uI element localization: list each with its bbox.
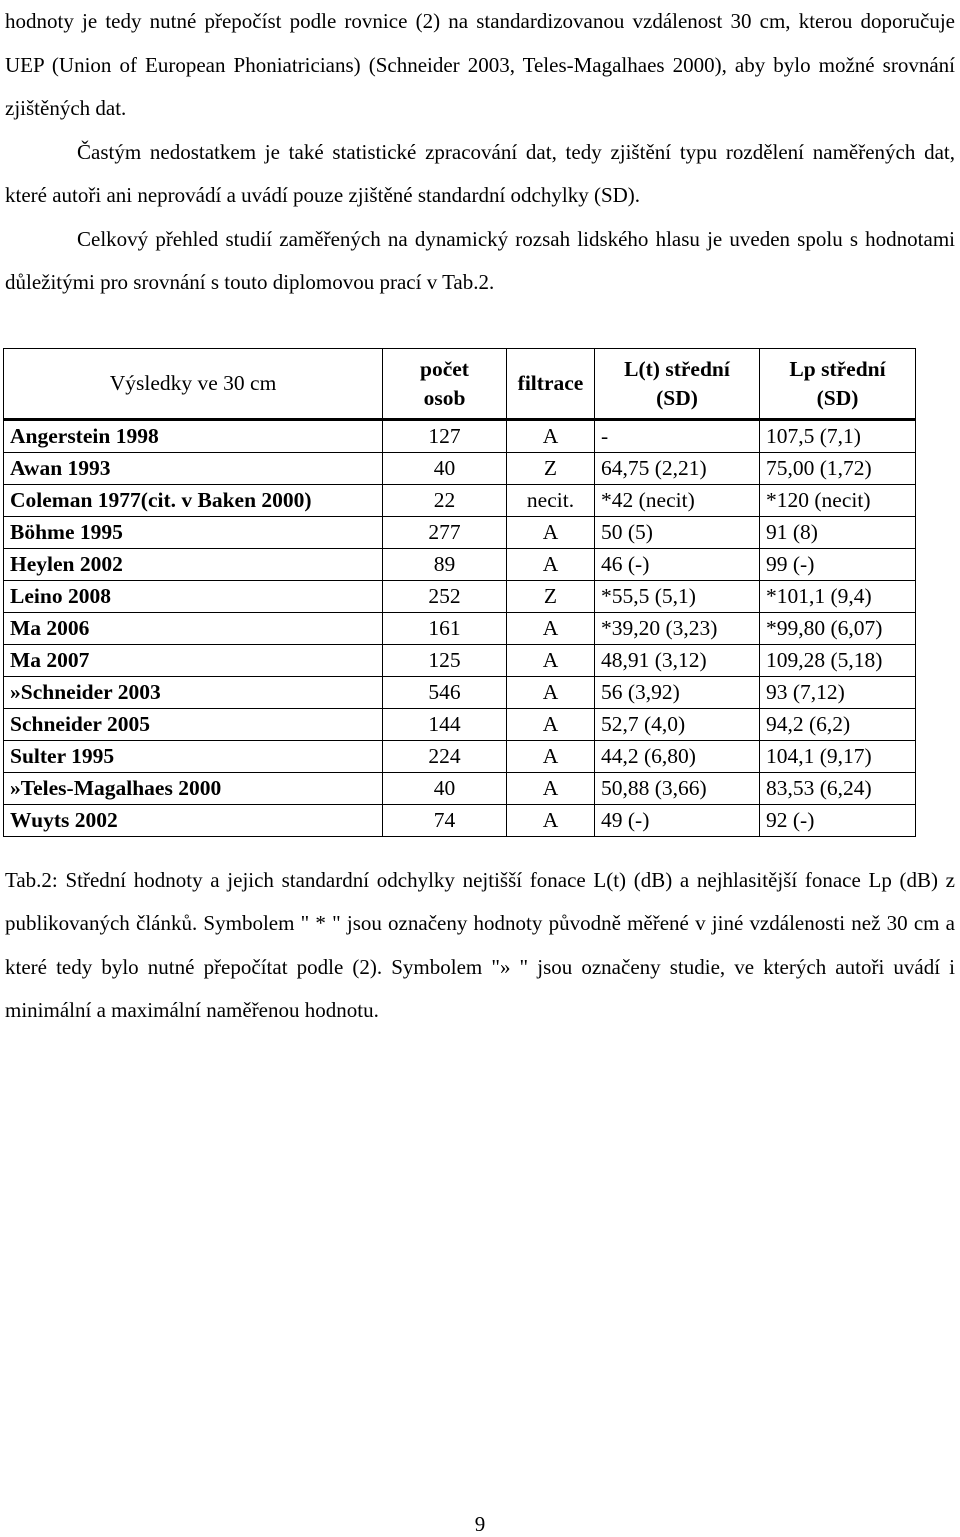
page-number: 9: [474, 1512, 486, 1536]
cell-lt: 50,88 (3,66): [595, 773, 760, 805]
cell-count: 40: [383, 453, 507, 485]
cell-lt: 52,7 (4,0): [595, 709, 760, 741]
cell-count: 89: [383, 549, 507, 581]
cell-study: Coleman 1977(cit. v Baken 2000): [4, 485, 383, 517]
table-row: [4, 645, 916, 677]
cell-study: Ma 2007: [4, 645, 383, 677]
table-row: [4, 581, 916, 613]
cell-lp: *99,80 (6,07): [760, 613, 916, 645]
table-row: [4, 613, 916, 645]
cell-count: 252: [383, 581, 507, 613]
cell-lt: *42 (necit): [595, 485, 760, 517]
table-caption: [5, 859, 955, 1032]
cell-lp: 94,2 (6,2): [760, 709, 916, 741]
cell-lp: 109,28 (5,18): [760, 645, 916, 677]
intro-text: [5, 0, 955, 305]
cell-filter: A: [507, 613, 595, 645]
cell-filter: Z: [507, 581, 595, 613]
cell-lt: 44,2 (6,80): [595, 741, 760, 773]
table-row: [4, 773, 916, 805]
table-row: [4, 517, 916, 549]
cell-lt: 48,91 (3,12): [595, 645, 760, 677]
cell-lt: 56 (3,92): [595, 677, 760, 709]
intro-paragraph-3: Celkový přehled studií zaměřených na dynamický rozsah lidského hlasu je uveden spolu s hodnotami důležitými pro srovnání s touto diplomovou prací v Tab.2.: [5, 226, 955, 294]
header-lt-line1: L(t) střední: [624, 356, 730, 381]
cell-filter: A: [507, 741, 595, 773]
intro-paragraph-2: Častým nedostatkem je také statistické zpracování dat, tedy zjištění typu rozdělení naměřených dat, které autoři ani neprovádí a uvádí pouze zjištěné standardní odchylky (SD).: [5, 139, 955, 207]
table-row: [4, 420, 916, 453]
cell-study: Schneider 2005: [4, 709, 383, 741]
cell-study: Sulter 1995: [4, 741, 383, 773]
cell-lp: 107,5 (7,1): [760, 420, 916, 453]
header-lp-line1: Lp střední: [789, 356, 886, 381]
cell-filter: A: [507, 709, 595, 741]
cell-lt: *55,5 (5,1): [595, 581, 760, 613]
header-count-line1: počet: [420, 356, 469, 381]
cell-lp: 99 (-): [760, 549, 916, 581]
cell-count: 127: [383, 420, 507, 453]
cell-lt: *39,20 (3,23): [595, 613, 760, 645]
cell-study: Leino 2008: [4, 581, 383, 613]
table-row: [4, 741, 916, 773]
table-row: [4, 549, 916, 581]
cell-filter: necit.: [507, 485, 595, 517]
cell-lt: -: [595, 420, 760, 453]
cell-lt: 46 (-): [595, 549, 760, 581]
cell-filter: A: [507, 420, 595, 453]
cell-lp: 75,00 (1,72): [760, 453, 916, 485]
cell-lt: 64,75 (2,21): [595, 453, 760, 485]
cell-study: Ma 2006: [4, 613, 383, 645]
cell-lp: *120 (necit): [760, 485, 916, 517]
cell-study: Awan 1993: [4, 453, 383, 485]
cell-lp: *101,1 (9,4): [760, 581, 916, 613]
header-lp-line2: (SD): [816, 385, 859, 410]
cell-study: Böhme 1995: [4, 517, 383, 549]
cell-study: »Teles-Magalhaes 2000: [4, 773, 383, 805]
cell-count: 74: [383, 805, 507, 837]
cell-count: 144: [383, 709, 507, 741]
cell-filter: A: [507, 517, 595, 549]
cell-count: 161: [383, 613, 507, 645]
intro-paragraph-1: hodnoty je tedy nutné přepočíst podle rovnice (2) na standardizovanou vzdálenost 30 cm, kterou doporučuje UEP (Union of European Phoniatricians) (Schneider 2003, Teles-Magalhaes 2000), aby bylo možné srovnání zjištěných dat.: [5, 9, 955, 120]
cell-study: Angerstein 1998: [4, 420, 383, 453]
cell-lp: 93 (7,12): [760, 677, 916, 709]
table-row: [4, 453, 916, 485]
cell-study: Wuyts 2002: [4, 805, 383, 837]
cell-study: Heylen 2002: [4, 549, 383, 581]
header-count-line2: osob: [423, 385, 466, 410]
cell-filter: A: [507, 549, 595, 581]
table-row: [4, 805, 916, 837]
cell-lp: 92 (-): [760, 805, 916, 837]
header-lt: [595, 349, 760, 420]
table-caption-text: Tab.2: Střední hodnoty a jejich standardní odchylky nejtišší fonace L(t) (dB) a nejhlasitější fonace Lp (dB) z publikovaných článků. Symbolem " * " jsou označeny hodnoty původně měřené v jiné vzdálenosti než 30 cm a které tedy bylo nutné přepočítat podle (2). Symbolem "» " jsou označeny studie, ve kterých autoři uvádí i minimální a maximální naměřenou hodnotu.: [5, 868, 955, 1022]
header-lt-line2: (SD): [656, 385, 698, 410]
table-row: [4, 677, 916, 709]
cell-study: »Schneider 2003: [4, 677, 383, 709]
cell-filter: A: [507, 645, 595, 677]
cell-filter: Z: [507, 453, 595, 485]
results-table-body: [4, 420, 916, 837]
cell-lt: 49 (-): [595, 805, 760, 837]
header-lp: [760, 349, 916, 420]
cell-filter: A: [507, 805, 595, 837]
header-study: Výsledky ve 30 cm: [4, 349, 383, 420]
results-table: [3, 348, 916, 837]
cell-count: 224: [383, 741, 507, 773]
cell-filter: A: [507, 677, 595, 709]
cell-count: 22: [383, 485, 507, 517]
cell-count: 125: [383, 645, 507, 677]
cell-lp: 83,53 (6,24): [760, 773, 916, 805]
cell-count: 546: [383, 677, 507, 709]
cell-count: 40: [383, 773, 507, 805]
table-row: [4, 485, 916, 517]
cell-filter: A: [507, 773, 595, 805]
cell-lp: 91 (8): [760, 517, 916, 549]
results-table-header: [4, 349, 916, 420]
cell-lt: 50 (5): [595, 517, 760, 549]
header-filter: filtrace: [507, 349, 595, 420]
table-row: [4, 709, 916, 741]
header-row: [4, 349, 916, 420]
header-count: [383, 349, 507, 420]
cell-count: 277: [383, 517, 507, 549]
cell-lp: 104,1 (9,17): [760, 741, 916, 773]
